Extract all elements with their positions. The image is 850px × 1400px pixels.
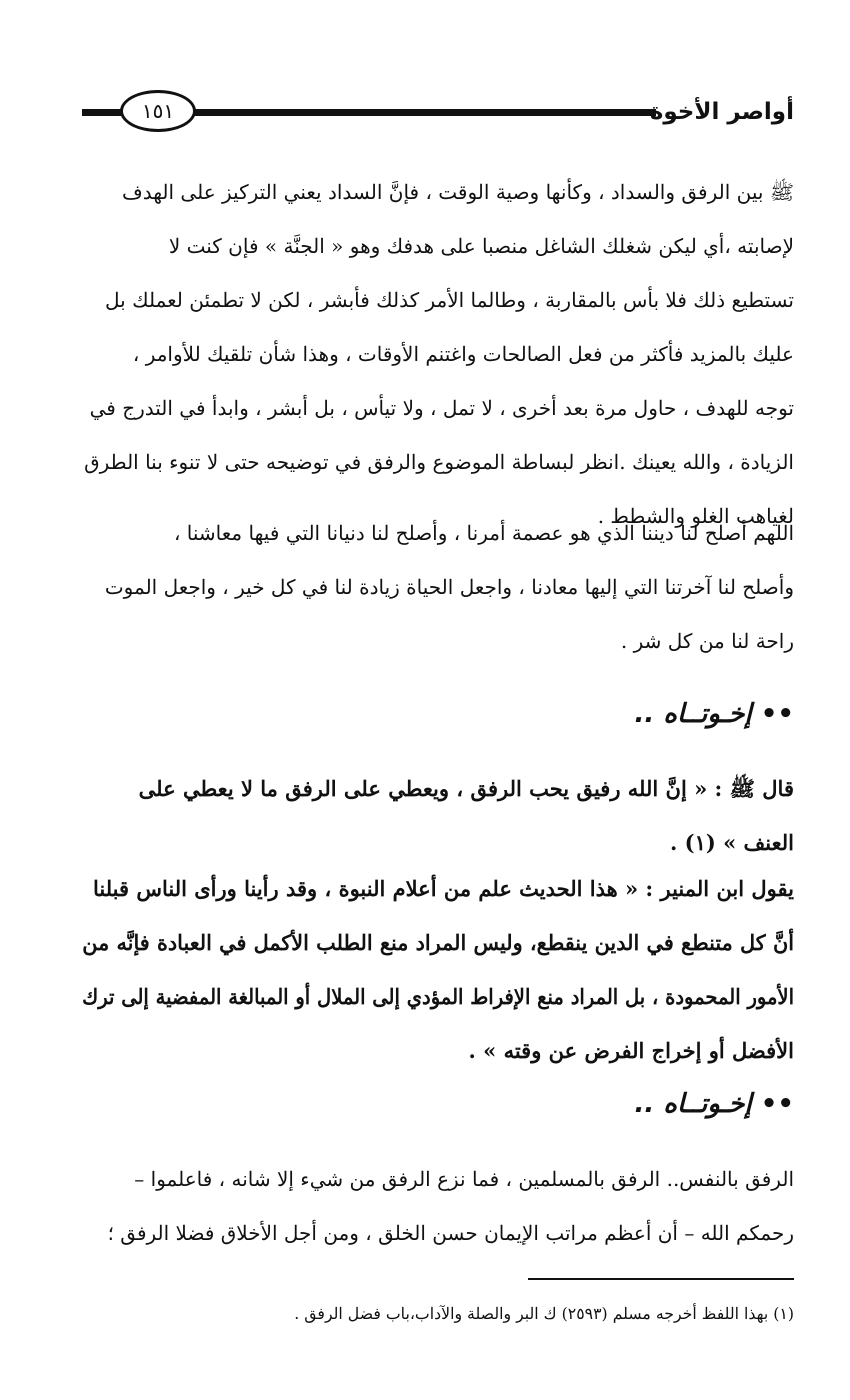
header-rule-right (194, 109, 656, 116)
text-line: تستطيع ذلك فلا بأس بالمقاربة ، وطالما الأمر كذلك فأبشر ، لكن لا تطمئن لعملك بل (105, 288, 794, 312)
text-line: رحمكم الله – أن أعظم مراتب الإيمان حسن الخلق ، ومن أجل الأخلاق فضلا الرفق ؛ (107, 1221, 794, 1245)
text-line: وأصلح لنا آخرتنا التي إليها معادنا ، واجعل الحياة زيادة لنا في كل خير ، واجعل الموت (104, 575, 794, 599)
footnote: (١) بهذا اللفظ أخرجه مسلم (٢٥٩٣) ك البر والصلة والآداب،باب فضل الرفق . (294, 1304, 794, 1323)
running-title: أواصر الأخوة (649, 99, 794, 125)
text-line: لغياهب الغلو والشطط . (597, 504, 794, 528)
text-line: العنف » (١) . (670, 830, 794, 855)
paragraph-3-hadith (82, 762, 794, 870)
text-line: ﷺ بين الرفق والسداد ، وكأنها وصية الوقت ، فإنَّ السداد يعني التركيز على الهدف (121, 180, 794, 204)
text-line: اللهم أصلح لنا ديننا الذي هو عصمة أمرنا ، وأصلح لنا دنيانا التي فيها معاشنا ، (173, 521, 794, 545)
footnote-divider (528, 1278, 794, 1280)
section-heading-2: •• إخـوتــاه .. (634, 1089, 794, 1119)
paragraph-5 (82, 1152, 794, 1260)
text-line: يقول ابن المنير : « هذا الحديث علم من أعلام النبوة ، وقد رأينا ورأى الناس قبلنا (92, 876, 794, 901)
page-header (82, 88, 794, 138)
paragraph-4-quote (82, 862, 794, 1078)
text-line: توجه للهدف ، حاول مرة بعد أخرى ، لا تمل ، ولا تيأس ، بل أبشر ، وابدأ في التدرج في (89, 396, 794, 420)
text-line: الأمور المحمودة ، بل المراد منع الإفراط المؤدي إلى الملال أو المبالغة المفضية إلى ترك (82, 984, 795, 1009)
text-line: الزيادة ، والله يعينك .انظر لبساطة الموضوع والرفق في توضيحه حتى لا تنوء بنا الطرق (84, 450, 794, 474)
section-heading-1: •• إخـوتــاه .. (634, 699, 794, 729)
text-line: قال ﷺ : « إنَّ الله رفيق يحب الرفق ، ويعطي على الرفق ما لا يعطي على (138, 776, 794, 801)
text-line: لإصابته ،أي ليكن شغلك الشاغل منصبا على هدفك وهو « الجنَّة » فإن كنت لا (168, 234, 794, 258)
text-line: عليك بالمزيد فأكثر من فعل الصالحات واغتنم الأوقات ، وهذا شأن تلقيك للأوامر ، (132, 342, 794, 366)
text-line: الرفق بالنفس.. الرفق بالمسلمين ، فما نزع الرفق من شيء إلا شانه ، فاعلموا – (134, 1167, 794, 1191)
paragraph-1 (82, 165, 794, 543)
page-number: ١٥١ (120, 90, 196, 132)
header-rule-left (82, 109, 122, 116)
text-line: الأفضل أو إخراج الفرض عن وقته » . (468, 1038, 794, 1063)
text-line: راحة لنا من كل شر . (620, 629, 794, 653)
paragraph-2 (82, 506, 794, 668)
text-line: أنَّ كل متنطع في الدين ينقطع، وليس المراد منع الطلب الأكمل في العبادة فإنَّه من (82, 930, 795, 955)
